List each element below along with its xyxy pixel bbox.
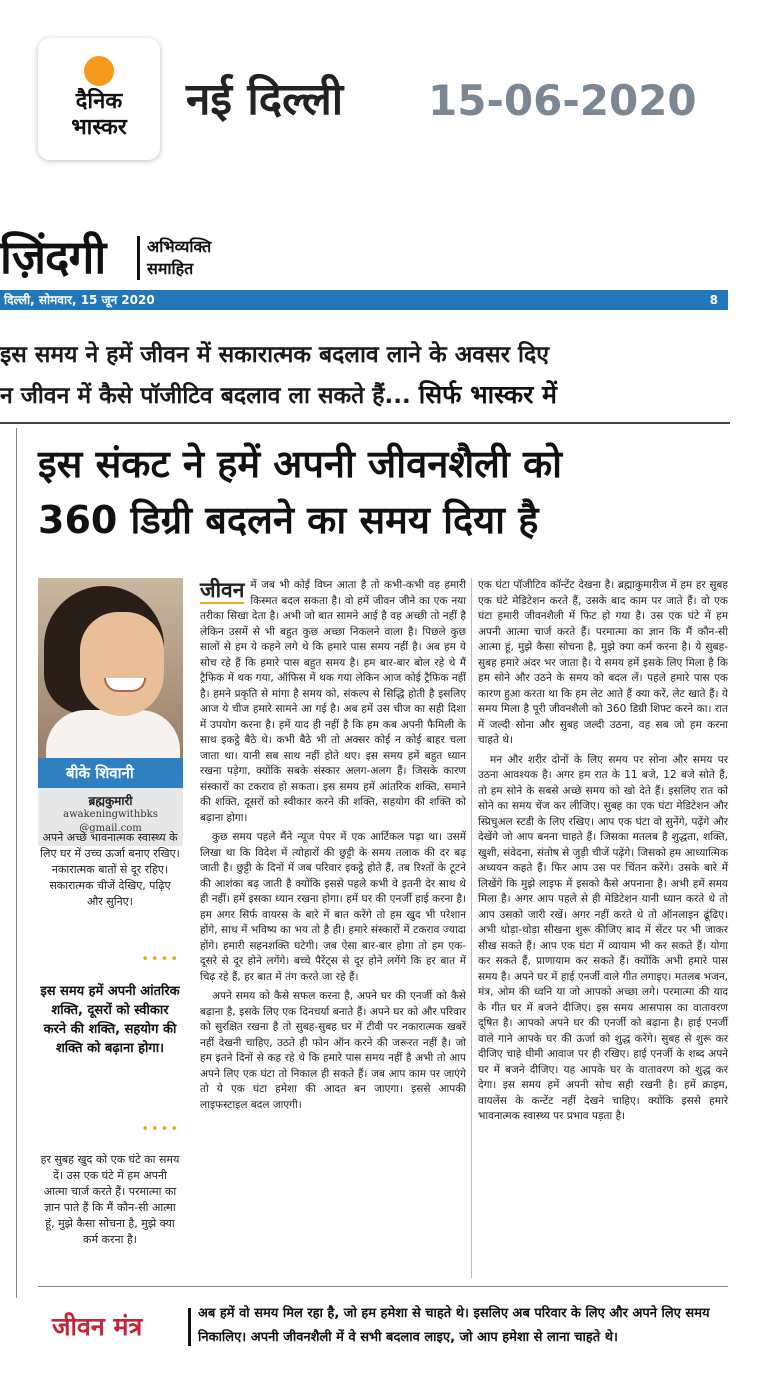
- headline-line-2: 360 डिग्री बदलने का समय दिया है: [38, 498, 539, 542]
- author-org: ब्रह्मकुमारी: [88, 794, 133, 808]
- section-brand: ज़िंदगी: [0, 230, 106, 284]
- logo-line-1: दैनिक: [75, 89, 123, 114]
- newspaper-page: [0, 200, 765, 1378]
- side-note-1: अपने अच्छे भावनात्मक स्वास्थ्य के लिए घर में उच्च ऊर्जा बनाए रखिए। नकारात्मक बातों से दूर रहिए। सकारात्मक चीजें देखिए, पढ़िए और सुनिए।: [40, 831, 180, 908]
- dateline-bar: [0, 290, 728, 310]
- jeevan-mantra-text: अब हमें वो समय मिल रहा है, जो हम हमेशा से चाहते थे। इसलिए अब परिवार के लिए और अपने लिए समय निकालिए। अपनी जीवनशैली में वे सभी बदलाव लाइए, जो आप हमेशा से लाना चाहते थे।: [198, 1306, 710, 1345]
- dainik-bhaskar-logo[interactable]: [38, 38, 160, 160]
- edition-date: 15-06-2020: [428, 76, 697, 125]
- jeevan-mantra-label: जीवन मंत्र: [52, 1312, 143, 1341]
- author-name-plate: [38, 758, 183, 788]
- separator-dots: ••••: [141, 1122, 180, 1137]
- strap-bold: सिर्फ भास्कर में: [418, 380, 557, 409]
- col2-paragraph-1: एक घंटा पॉजीटिव कॉन्टेंट देखना है। ब्रह्माकुमारीज में हम हर सुबह एक घंटे मेडिटेशन करते हैं, उसके बाद काम पर जाते हैं। वो एक घंटा हमारी जीवनशैली में फिट हो गया है। उस एक घंटे में हम अपनी आत्मा चार्ज करते हैं। परमात्मा का ज्ञान कि मैं कौन-सी आत्मा हूं, मुझे कैसा सोचना है, मुझे क्या कर्म करना है। ये सुबह-सुबह हमारे अंदर भर जाता है। ये समय हमें इसके लिए मिला है कि हम सोने और उठने के समय को बदल लें। पहले हमारे पास एक कारण हुआ करता था कि हम लेट आते हैं क्या करें, लेट खाते हैं। ये समय मिला है पूरी जीवनशैली को 360 डिग्री शिफ्ट करने का। रात में जल्दी सोना और सुबह जल्दी उठना, वह सब जो हम करना चाहते थे।: [478, 579, 728, 746]
- top-rule: [0, 422, 730, 424]
- col1-paragraph-1: में जब भी कोई विघ्न आता है तो कभी-कभी वह हमारी किस्मत बदल सकता है। वो हमें जीवन जीने का एक नया तरीका सिखा देता है। अभी जो बात सामने आई है वह अच्छी तो नहीं है लेकिन उसमें से भी बहुत कुछ अच्छा निकलने वाला है। पिछले कुछ सालों से हम ये कहने लगे थे कि हमारे पास समय नहीं है। अब हम ये सोच रहे हैं कि हमारे पास बहुत समय है। हम बार-बार बोल रहे थे मैं ट्रैफिक में थक गया, ऑफिस में थक गया लेकिन आज कोई ट्रैफिक नहीं है। हमने प्रकृति से मांगा है समय को, संकल्प से सिद्धि होती है इसलिए आज ये चीज हमारे सामने आ गई है। अब हमें उस चीज का सही दिशा में उपयोग करना है। हमें याद ही नहीं है कि हम कब अपनी फैमिली के साथ इकट्ठे बैठे थे। कभी बैठे भी तो अक्सर कोई न कोई बाहर चला जाता था। यानी सब साथ नहीं होते थए। इस समय हमें बहुत ध्यान रखना पड़ेगा, क्योंकि सबके संस्कार अलग-अलग हैं। जिसके कारण संस्कारों का टकराव हो सकता। इस समय हमें आंतरिक शक्ति, समाने की शक्ति, दूसरों को स्वीकार करने की शक्ति, सहयोग की शक्ति को बढ़ाना होगा।: [200, 579, 466, 824]
- column-divider: [471, 578, 472, 1278]
- side-note-2: हर सुबह खुद को एक घंटे का समय दें। उस एक घंटे में हम अपनी आत्मा चार्ज करते हैं। परमात्मा का ज्ञान पाते हैं कि मैं कौन-सी आत्मा हूं, मुझे कैसा सोचना है, मुझे क्या कर्म करना है।: [40, 1153, 180, 1246]
- logo-line-2: भास्कर: [71, 115, 127, 140]
- author-email-line-2: @gmail.com: [79, 823, 142, 834]
- page-number: 8: [709, 293, 718, 307]
- separator-dots: ••••: [141, 952, 180, 967]
- author-email-line-1: awakeningwithbks: [63, 809, 158, 820]
- sun-icon: [84, 56, 114, 86]
- tagline-line-1: अभिव्यक्ति: [147, 237, 212, 256]
- article-column-2: [478, 578, 728, 1129]
- tagline-line-2: समाहित: [147, 259, 194, 278]
- brand-divider: [137, 236, 140, 280]
- col2-paragraph-2: मन और शरीर दोनों के लिए समय पर सोना और समय पर उठना आवश्यक है। अगर हम रात के 11 बजे, 12 बजे सोते हैं, तो हम सोने के सबसे अच्छे समय को खो देते हैं। इसलिए रात को सोने का समय चेंज कर लीजिए। सुबह का एक घंटा मेडिटेशन और स्प्रिचुअल स्टडी के लिए रखिए। आप एक घंटा वो सुनेंगे, पढ़ेंगे और देखेंगे जो आप बनना चाहते हैं। जिसका मतलब है शुद्धता, शक्ति, खुशी, संवेदना, संतोष से जुड़ी चीजें पढ़ेंगे। जिसको हम आध्यात्मिक अध्ययन कहते हैं। फिर आप उस पर चिंतन करेंगे। उसके बारे में लिखेंगे कि मुझे लाइफ में इसको कैसे अपनाना है। अभी हमें समय मिला है। अगर आप पहले से ही मेडिटेशन यानी ध्यान करते थे तो आप उसको जारी रखें। अगर नहीं करते थे तो ऑनलाइन ढूंढिए। अभी थोड़ा-थोड़ा सीखना शुरू कीजिए बाद में सेंटर पर भी जाकर सीख सकते हैं। आप एक घंटा में व्यायाम भी कर सकते हैं। योगा कर सकते हैं, प्राणायाम कर सकते हैं। क्योंकि अभी हमारे पास समय है। अपने घर में हाई एनर्जी वाले गीत लगाइए। मतलब भजन, मंत्र, ओम की ध्वनि या जो आपको अच्छा लगे। परमात्मा की याद के गीत घर में बजने दीजिए। इस समय आसपास का वातावरण दूषित है। आपको अपने घर की एनर्जी को बढ़ाना है। हाई एनर्जी वाले गाने आपके घर की ऊर्जा को शुद्ध करेंगे। सुबह से शुरू कर दीजिए चाहे धीमी आवाज पर ही रखिए। हाई एनर्जी के शब्द अपने घर में बजने दीजिए। यह आपके घर के वातावरण को शुद्ध कर देगा। इस समय हमें अपनी सोच सही रखनी है। हमें क्राइम, वायलेंस के कन्टेंट नहीं देखने चाहिए। क्योंकि इससे हमारे भावनात्मक स्वास्थ्य पर प्रभाव पड़ता है।: [478, 753, 729, 1122]
- dateline-text: दिल्ली, सोमवार, 15 जून 2020: [4, 293, 155, 307]
- article-headline: [38, 436, 728, 548]
- col1-paragraph-3: अपने समय को कैसे सफल करना है, अपने घर की एनर्जी को कैसे बढ़ाना है, इसके लिए एक दिनचर्या बनाते हैं। अपने घर को और परिवार को सुरक्षित रखना है तो सुबह-सुबह घर में टीवी पर नकारात्मक खबरें नहीं देखनी चाहिए, उठते ही फोन ऑन करने की जरूरत नहीं है। जो हम इतने दिनों से कह रहे थे कि हमारे पास समय नहीं है अभी तो आप अपने लिए एक घंटा तो निकाल ही सकते हैं। जब आप काम पर जाएंगे तो ये एक घंटा हमेशा की आदत बन जाएगा। इससे आपकी लाइफस्टाइल बदल जाएगी।: [200, 990, 466, 1111]
- pullquote: इस समय हमें अपनी आंतरिक शक्ति, दूसरों को स्वीकार करने की शक्ति, सहयोग की शक्ति को बढ़ाना होगा।: [40, 984, 180, 1056]
- strap-line-2-text: न जीवन में कैसे पॉजीटिव बदलाव ला सकते हैं...: [0, 383, 411, 409]
- headline-line-1: इस संकट ने हमें अपनी जीवनशैली को: [38, 442, 563, 486]
- mantra-divider: [188, 1308, 191, 1346]
- col1-paragraph-2: कुछ समय पहले मैंने न्यूज पेपर में एक आर्टिकल पढ़ा था। उसमें लिखा था कि विदेश में त्योहारों की छुट्टी के समय तलाक की दर बढ़ जाती है। छुट्टी के दिनों में जब परिवार इकट्ठे होते हैं, तब रिश्तों के टूटने की आशंका बढ़ जाती है क्योंकि इससे पहले कभी वे इतनी देर साथ थे ही नहीं। हमें इसका ध्यान रखना होगा। हमें घर की एनर्जी हाई करना है। हम अगर सिर्फ वायरस के बारे में बात करेंगे तो हम खुद भी परेशान होंगे, साथ में भविष्य का भय तो है ही। हमारे संस्कारों में टकराव ज्यादा होंगे। हमारी सहनशक्ति घटेगी। जब ऐसा बार-बार होगा तो हम एक-दूसरे से दूर होने लगेंगे। बच्चे पैरेंट्स से दूर होने लगेंगे कि हर बात में चिढ़ रहे हैं, हर बात में तंग करते जा रहे हैं।: [200, 831, 466, 983]
- left-column-rule: [16, 428, 17, 1298]
- author-name: बीके शिवानी: [66, 764, 134, 782]
- author-photo: [38, 578, 183, 758]
- edition-city: नई दिल्ली: [186, 74, 344, 125]
- drop-word: जीवन: [200, 578, 245, 602]
- strap-line-1: इस समय ने हमें जीवन में सकारात्मक बदलाव लाने के अवसर दिए: [0, 342, 549, 368]
- epaper-header: [0, 0, 765, 195]
- section-tagline: [147, 236, 211, 280]
- strap-line-2: [0, 378, 557, 413]
- jeevan-mantra-box: [38, 1298, 730, 1358]
- bottom-rule: [38, 1286, 728, 1287]
- article-column-1: [200, 578, 466, 1117]
